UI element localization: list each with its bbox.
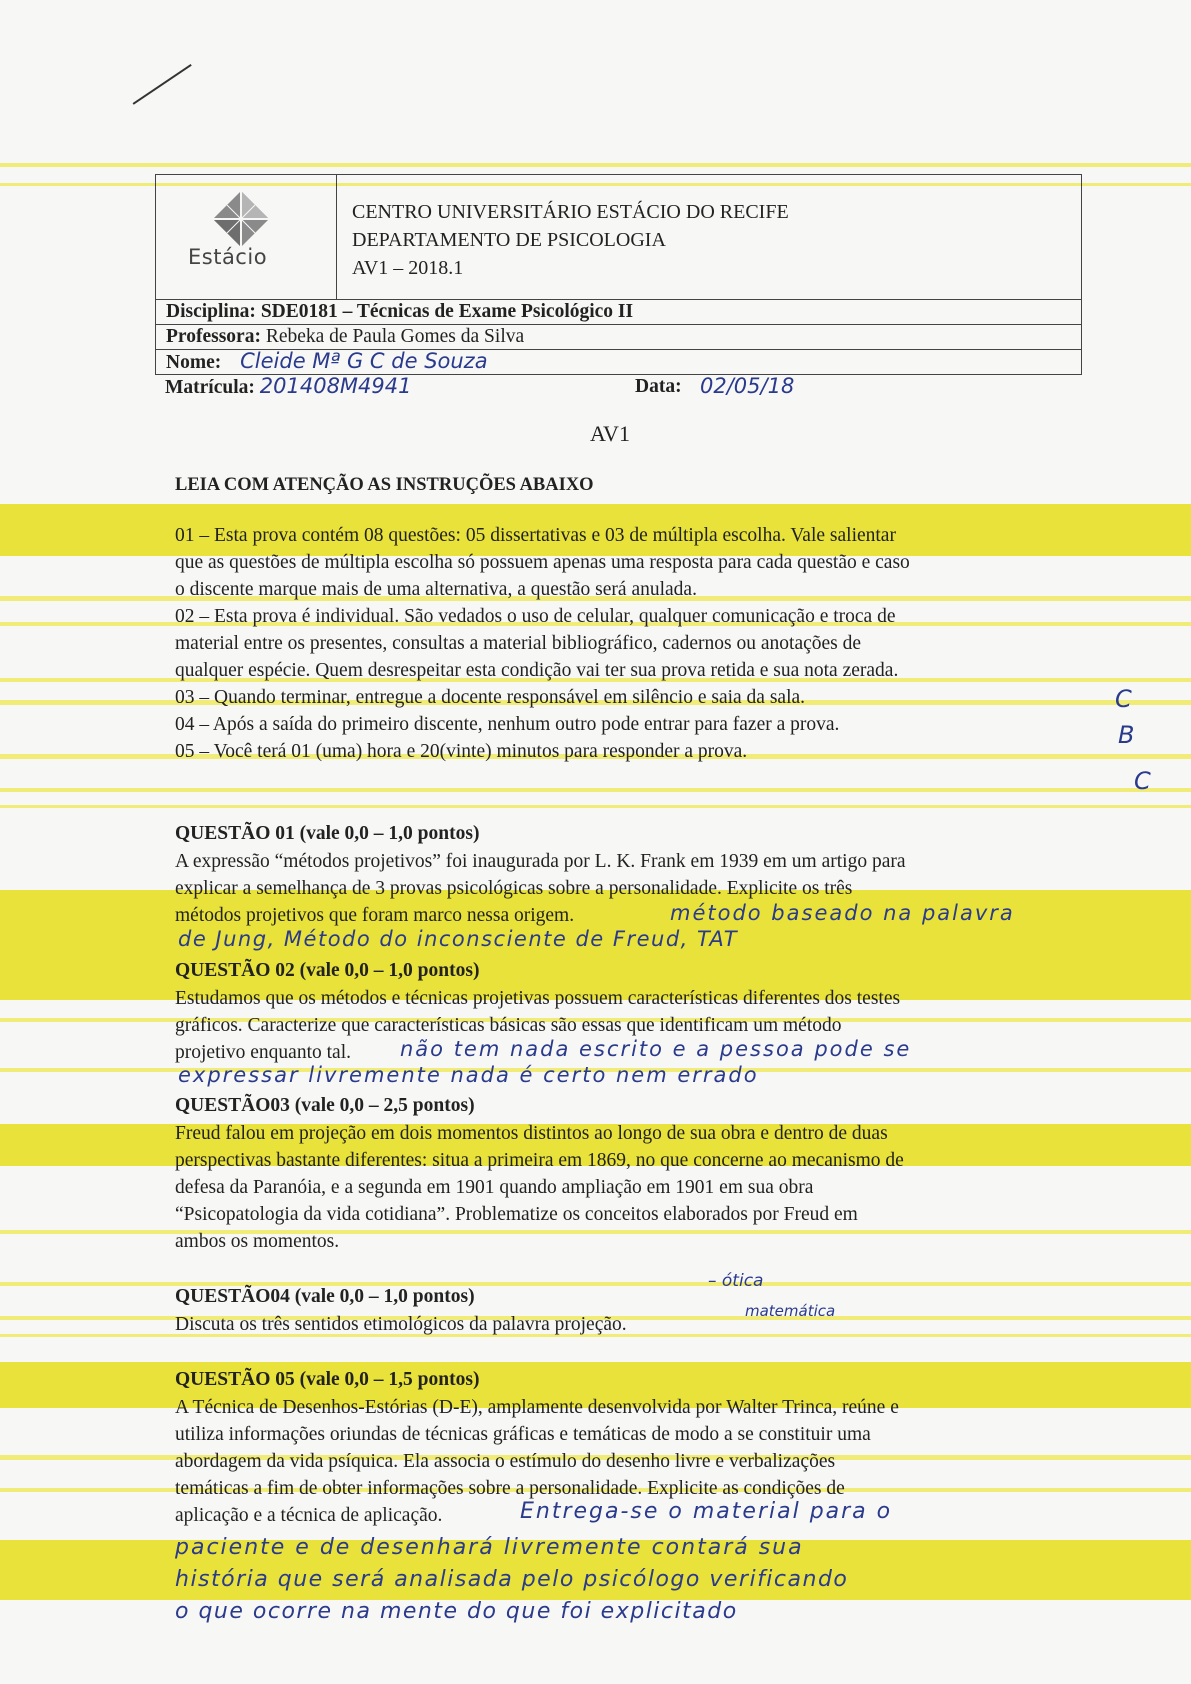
instruction-line: material entre os presentes, consultas a material bibliográfico, cadernos ou anotações de <box>175 633 862 654</box>
question-line: defesa da Paranóia, e a segunda em 1901 quando ampliação em 1901 em sua obra <box>175 1177 814 1198</box>
question-line: gráficos. Caracterize que características básicas são essas que identificam um método <box>175 1015 842 1036</box>
question-line: temáticas a fim de obter informações sobre a personalidade. Explicite as condições de <box>175 1478 845 1499</box>
question-line: explicar a semelhança de 3 provas psicológicas sobre a personalidade. Explicite os três <box>175 878 853 899</box>
handwritten-answer: Entrega-se o material para o <box>520 1499 893 1524</box>
highlight-band <box>0 163 1191 167</box>
question-title: QUESTÃO03 (vale 0,0 – 2,5 pontos) <box>175 1095 475 1116</box>
pen-stroke <box>133 64 192 104</box>
instruction-line: o discente marque mais de uma alternativa, a questão será anulada. <box>175 579 697 600</box>
instruction-line: 03 – Quando terminar, entregue a docente responsável em silêncio e saia da sala. <box>175 687 806 708</box>
professor-value: Rebeka de Paula Gomes da Silva <box>265 326 525 347</box>
institution-name: CENTRO UNIVERSITÁRIO ESTÁCIO DO RECIFE <box>352 201 789 223</box>
discipline-value: SDE0181 – Técnicas de Exame Psicológico II <box>260 301 634 322</box>
question-line: A expressão “métodos projetivos” foi inaugurada por L. K. Frank em 1939 em um artigo para <box>175 851 906 872</box>
logo-cell <box>156 175 337 299</box>
name-label: Nome: <box>166 352 222 373</box>
department-name: DEPARTAMENTO DE PSICOLOGIA <box>352 229 666 251</box>
question-line: perspectivas bastante diferentes: situa a primeira em 1869, no que concerne ao mecanismo de <box>175 1150 904 1171</box>
handwritten-answer: método baseado na palavra <box>670 901 1015 925</box>
instruction-line: 04 – Após a saída do primeiro discente, nenhum outro pode entrar para fazer a prova. <box>175 714 840 735</box>
date-label: Data: <box>635 376 682 397</box>
question-line: ambos os momentos. <box>175 1231 340 1252</box>
question-line: projetivo enquanto tal. <box>175 1042 351 1063</box>
instruction-line: 01 – Esta prova contém 08 questões: 05 dissertativas e 03 de múltipla escolha. Vale salientar <box>175 525 896 546</box>
discipline-label: Disciplina: <box>166 301 256 322</box>
question-title: QUESTÃO 05 (vale 0,0 – 1,5 pontos) <box>175 1369 480 1390</box>
instruction-line: 02 – Esta prova é individual. São vedados o uso de celular, qualquer comunicação e troca de <box>175 606 896 627</box>
highlight-band <box>0 805 1191 808</box>
handwritten-answer: não tem nada escrito e a pessoa pode se <box>400 1037 912 1061</box>
student-name: Cleide Mª G C de Souza <box>240 349 488 373</box>
question-line: Discuta os três sentidos etimológicos da palavra projeção. <box>175 1314 627 1335</box>
handwritten-answer: história que será analisada pelo psicólogo verificando <box>175 1567 849 1592</box>
margin-note: C <box>1115 685 1132 713</box>
question-line: métodos projetivos que foram marco nessa origem. <box>175 905 575 926</box>
highlight-band <box>0 788 1191 792</box>
question-line: Estudamos que os métodos e técnicas projetivas possuem características diferentes dos testes <box>175 988 901 1009</box>
handwritten-answer: o que ocorre na mente do que foi explicitado <box>175 1599 738 1624</box>
margin-note: B <box>1118 721 1135 749</box>
handwritten-answer: matemática <box>745 1302 836 1320</box>
instruction-line: que as questões de múltipla escolha só possuem apenas uma resposta para cada questão e caso <box>175 552 910 573</box>
header-box <box>155 174 1082 300</box>
professor-row <box>155 325 1082 350</box>
question-line: abordagem da vida psíquica. Ela associa o estímulo do desenho livre e verbalizações <box>175 1451 836 1472</box>
handwritten-answer: – ótica <box>708 1271 764 1291</box>
professor-label: Professora: <box>166 326 261 347</box>
margin-note: C <box>1134 767 1151 795</box>
instruction-line: qualquer espécie. Quem desrespeitar esta condição vai ter sua prova retida e sua nota zerada. <box>175 660 899 681</box>
question-line: utiliza informações oriundas de técnicas gráficas e temáticas de modo a se constituir uma <box>175 1424 871 1445</box>
question-title: QUESTÃO04 (vale 0,0 – 1,0 pontos) <box>175 1286 475 1307</box>
handwritten-answer: expressar livremente nada é certo nem errado <box>178 1063 759 1087</box>
instruction-line: 05 – Você terá 01 (uma) hora e 20(vinte) minutos para responder a prova. <box>175 741 748 762</box>
registration-row <box>155 375 1082 400</box>
instructions-heading: LEIA COM ATENÇÃO AS INSTRUÇÕES ABAIXO <box>175 475 594 495</box>
registration-label: Matrícula: <box>165 377 255 398</box>
question-title: QUESTÃO 02 (vale 0,0 – 1,0 pontos) <box>175 960 480 981</box>
registration-value: 201408M4941 <box>259 374 412 398</box>
name-row <box>155 350 1082 375</box>
question-line: aplicação e a técnica de aplicação. <box>175 1505 443 1526</box>
question-line: A Técnica de Desenhos-Estórias (D-E), amplamente desenvolvida por Walter Trinca, reúne e <box>175 1397 899 1418</box>
question-line: “Psicopatologia da vida cotidiana”. Problematize os conceitos elaborados por Freud em <box>175 1204 858 1225</box>
date-value: 02/05/18 <box>700 374 795 398</box>
page-title: AV1 <box>590 421 630 446</box>
exam-code: AV1 – 2018.1 <box>352 257 464 279</box>
logo-text: Estácio <box>188 245 268 269</box>
question-line: Freud falou em projeção em dois momentos distintos ao longo de sua obra e dentro de duas <box>175 1123 888 1144</box>
estacio-logo-icon <box>211 189 271 249</box>
question-title: QUESTÃO 01 (vale 0,0 – 1,0 pontos) <box>175 823 480 844</box>
handwritten-answer: paciente e de desenhará livremente contará sua <box>175 1535 804 1560</box>
discipline-row <box>155 300 1082 325</box>
handwritten-answer: de Jung, Método do inconsciente de Freud, TAT <box>178 927 739 951</box>
